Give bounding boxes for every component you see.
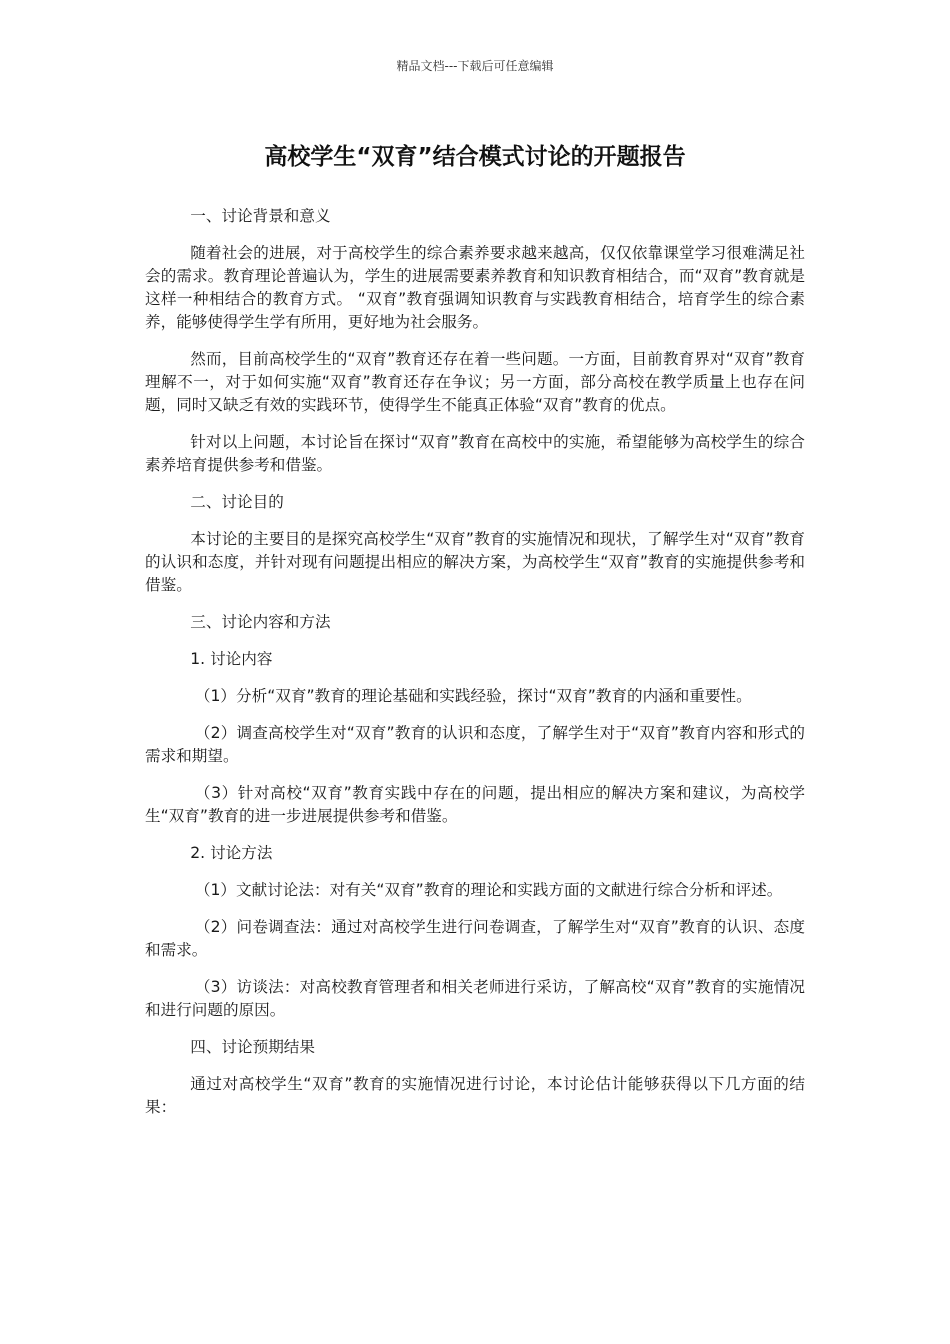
document-title: 高校学生“双育”结合模式讨论的开题报告 (264, 144, 686, 170)
body-paragraph: 然而，目前高校学生的“双育”教育还存在着一些问题。一方面，目前教育界对“双育”教育理解不一，对于如何实施“双育”教育还存在争议；另一方面，部分高校在教学质量上也存在问题，同时又缺乏有效的实践环节，使得学生不能真正体验“双育”教育的优点。 (145, 350, 805, 414)
list-item: （3）访谈法：对高校教育管理者和相关老师进行采访，了解高校“双育”教育的实施情况和进行问题的原因。 (145, 978, 805, 1019)
section-heading: 三、讨论内容和方法 (190, 613, 331, 631)
body-paragraph: 针对以上问题，本讨论旨在探讨“双育”教育在高校中的实施，希望能够为高校学生的综合素养培育提供参考和借鉴。 (145, 433, 805, 474)
subsection-heading: 2. 讨论方法 (190, 844, 273, 862)
list-item: （2）问卷调查法：通过对高校学生进行问卷调查，了解学生对“双育”教育的认识、态度和需求。 (145, 918, 805, 959)
section-heading: 二、讨论目的 (190, 493, 284, 511)
section-heading: 一、讨论背景和意义 (190, 207, 331, 225)
list-item: （2）调查高校学生对“双育”教育的认识和态度，了解学生对于“双育”教育内容和形式的需求和期望。 (145, 724, 805, 765)
section-heading: 四、讨论预期结果 (190, 1038, 315, 1056)
list-item: （3）针对高校“双育”教育实践中存在的问题，提出相应的解决方案和建议，为高校学生“双育”教育的进一步进展提供参考和借鉴。 (145, 784, 805, 825)
header-note: 精品文档---下载后可任意编辑 (396, 59, 554, 73)
subsection-heading: 1. 讨论内容 (190, 650, 273, 668)
body-paragraph: 本讨论的主要目的是探究高校学生“双育”教育的实施情况和现状，了解学生对“双育”教育的认识和态度，并针对现有问题提出相应的解决方案，为高校学生“双育”教育的实施提供参考和借鉴。 (145, 530, 805, 594)
body-paragraph: 随着社会的进展，对于高校学生的综合素养要求越来越高，仅仅依靠课堂学习很难满足社会的需求。教育理论普遍认为，学生的进展需要素养教育和知识教育相结合，而“双育”教育就是这样一种相结合的教育方式。 “双育”教育强调知识教育与实践教育相结合，培育学生的综合素养，能够使得学生学有所用，更好地为社会服务。 (145, 244, 805, 331)
list-item: （1）文献讨论法：对有关“双育”教育的理论和实践方面的文献进行综合分析和评述。 (194, 881, 783, 899)
document-body (145, 205, 805, 1133)
body-paragraph: 通过对高校学生“双育”教育的实施情况进行讨论，本讨论估计能够获得以下几方面的结果： (145, 1075, 805, 1116)
list-item: （1）分析“双育”教育的理论基础和实践经验，探讨“双育”教育的内涵和重要性。 (194, 687, 752, 705)
